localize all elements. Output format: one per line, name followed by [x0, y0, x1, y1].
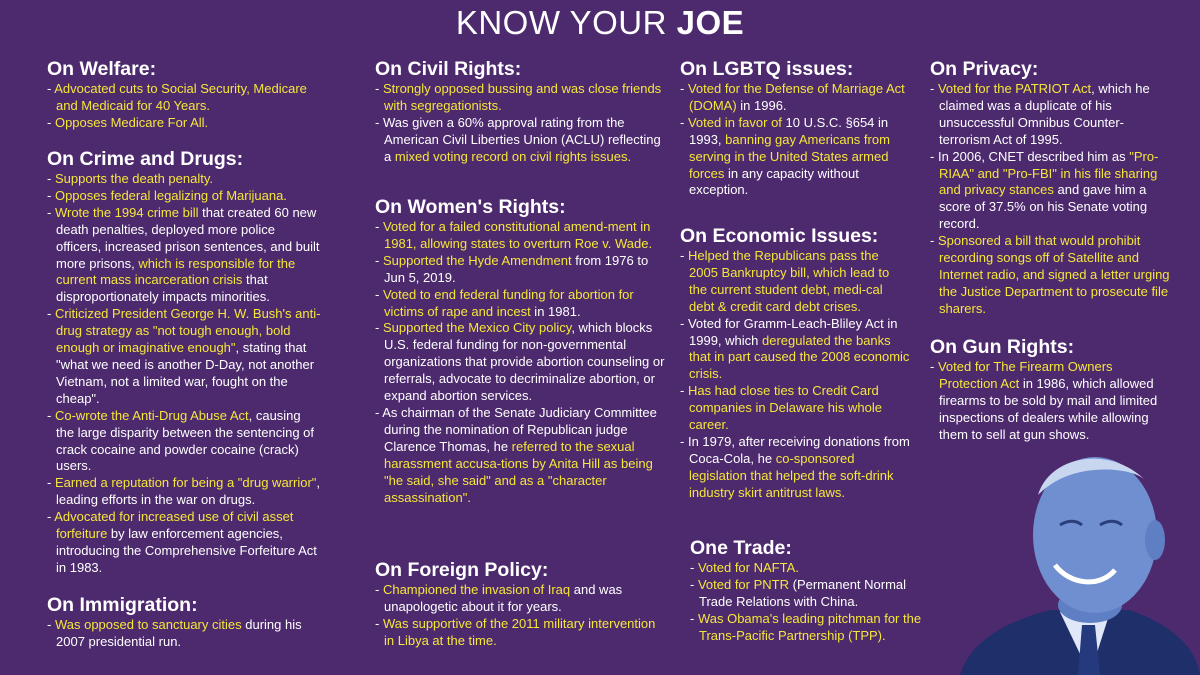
bullet-list: [375, 81, 665, 166]
bullet-list: [680, 81, 910, 199]
section-heading: On LGBTQ issues:: [680, 58, 854, 80]
bullet-item: [930, 81, 1170, 149]
page-title: [0, 4, 1200, 42]
ear-shape: [1145, 520, 1165, 560]
highlighted-text: Criticized President George H. W. Bush's anti-drug strategy as "not tough enough, bold enough or imaginative enough": [54, 306, 321, 356]
bullet-list: [375, 582, 665, 650]
body-text: that disproportionately impacts minorities.: [56, 272, 270, 305]
section-heading: On Immigration:: [47, 594, 198, 616]
highlighted-text: mixed voting record on civil rights issues.: [394, 148, 632, 164]
bullet-list: [680, 248, 910, 502]
highlighted-text: Opposes Medicare For All.: [54, 114, 209, 130]
bullet-list: [47, 617, 322, 651]
highlighted-text: which is responsible for the current mass incarceration crisis: [56, 255, 296, 288]
body-text: In 2006, CNET described him as: [937, 148, 1130, 164]
section-welfare: [47, 58, 322, 132]
highlighted-text: Was supportive of the 2011 military intervention in Libya at the time.: [382, 615, 656, 648]
bullet-item: [47, 171, 322, 188]
highlighted-text: Earned a reputation for being a "drug warrior": [54, 475, 317, 491]
body-text: in any capacity without exception.: [689, 165, 859, 198]
highlighted-text: Voted for PNTR: [697, 576, 789, 592]
section-heading: On Women's Rights:: [375, 196, 566, 218]
section-womens-rights: [375, 196, 665, 506]
bullet-list: [930, 359, 1170, 444]
section-heading: One Trade:: [690, 537, 792, 559]
highlighted-text: Has had close ties to Credit Card companies in Delaware his whole career.: [687, 383, 882, 433]
bullet-list: [47, 171, 322, 577]
bullet-item: [680, 115, 910, 200]
bullet-item: [680, 434, 910, 502]
bullet-item: [375, 320, 665, 405]
highlighted-text: Voted for NAFTA.: [697, 560, 799, 575]
section-heading: On Civil Rights:: [375, 58, 522, 80]
bullet-item: [47, 306, 322, 407]
body-text: Voted for Gramm-Leach-Bliley Act in 1999, which: [687, 315, 898, 348]
bullet-item: [680, 316, 910, 384]
section-heading: On Crime and Drugs:: [47, 148, 244, 170]
section-economic-issues: [680, 225, 910, 502]
section-crime-and-drugs: [47, 148, 322, 577]
bullet-item: [47, 408, 322, 476]
bullet-item: [47, 188, 322, 205]
section-heading: On Foreign Policy:: [375, 559, 549, 581]
highlighted-text: Voted for The Firearm Owners Protection Act: [937, 359, 1113, 391]
highlighted-text: Was Obama's leading pitchman for the Trans-Pacific Partnership (TPP).: [697, 610, 922, 643]
portrait-illustration: [950, 440, 1200, 675]
bullet-item: [375, 219, 665, 253]
highlighted-text: Opposes federal legalizing of Marijuana.: [54, 187, 287, 203]
body-text: in 1996.: [736, 97, 787, 113]
highlighted-text: Was opposed to sanctuary cities: [54, 617, 242, 632]
body-text: In 1979, after receiving donations from Coca-Cola, he: [687, 433, 910, 466]
bullet-item: [375, 582, 665, 616]
highlighted-text: Advocated for increased use of civil asset forfeiture: [54, 509, 294, 542]
bullet-item: [375, 405, 665, 506]
bullet-item: [680, 81, 910, 115]
highlighted-text: Voted in favor of: [687, 114, 782, 130]
body-text: As chairman of the Senate Judiciary Committee during the nomination of Republican judge Clarence Thomas, he: [382, 404, 657, 454]
body-text: 10 U.S.C. §654 in 1993,: [689, 114, 889, 147]
body-text: , leading efforts in the war on drugs.: [56, 475, 321, 508]
highlighted-text: Advocated cuts to Social Security, Medicare and Medicaid for 40 Years.: [54, 81, 307, 113]
highlighted-text: banning gay Americans from serving in the United States armed forces: [689, 131, 890, 181]
highlighted-text: Sponsored a bill that would prohibit recording songs off of Satellite and Internet radio, and signed a letter urging the Justice Department to prosecute file sharers.: [937, 233, 1170, 316]
bullet-item: [47, 617, 322, 651]
highlighted-text: Wrote the 1994 crime bill: [54, 204, 199, 220]
body-text: by law enforcement agencies, introducing the Comprehensive Forfeiture Act in 1983.: [56, 526, 317, 575]
bullet-item: [375, 253, 665, 287]
body-text: that created 60 new death penalties, deployed more police officers, increased prison sentences, and built more prisons,: [56, 204, 320, 271]
section-lgbtq: [680, 58, 910, 199]
bullet-list: [690, 560, 935, 645]
section-civil-rights: [375, 58, 665, 166]
bullet-item: [680, 248, 910, 316]
body-text: , causing the large disparity between the sentencing of crack cocaine and powder cocaine (crack) users.: [56, 407, 315, 474]
section-privacy: [930, 58, 1170, 318]
section-heading: On Welfare:: [47, 58, 157, 80]
section-trade: [690, 537, 935, 645]
bullet-item: [690, 577, 935, 611]
bullet-list: [930, 81, 1170, 318]
bullet-item: [47, 81, 322, 115]
bullet-item: [375, 115, 665, 166]
bullet-item: [930, 149, 1170, 234]
bullet-item: [930, 233, 1170, 318]
section-foreign-policy: [375, 559, 665, 650]
bullet-list: [47, 81, 322, 132]
highlighted-text: Championed the invasion of Iraq: [382, 582, 571, 597]
section-heading: On Privacy:: [930, 58, 1039, 80]
bullet-item: [690, 611, 935, 645]
highlighted-text: Co-wrote the Anti-Drug Abuse Act: [54, 407, 249, 423]
body-text: Was given a 60% approval rating from the American Civil Liberties Union (ACLU) reflecting a: [382, 114, 661, 164]
highlighted-text: "Pro-RIAA" and "Pro-FBI" in his file sharing and privacy stances: [939, 148, 1159, 198]
bullet-item: [930, 359, 1170, 444]
highlighted-text: referred to the sexual harassment accusa-tions by Anita Hill as being "he said, she said" and as a "character assassination".: [384, 438, 653, 505]
highlighted-text: Voted for the PATRIOT Act: [937, 81, 1092, 96]
body-text: from 1976 to Jun 5, 2019.: [384, 252, 649, 285]
body-text: (Permanent Normal Trade Relations with China.: [699, 576, 907, 609]
bullet-item: [47, 115, 322, 132]
section-immigration: [47, 594, 322, 651]
highlighted-text: deregulated the banks that in part caused the 2008 economic crisis.: [689, 332, 910, 382]
section-heading: On Economic Issues:: [680, 225, 879, 247]
body-text: and gave him a score of 37.5% on his Senate voting record.: [939, 182, 1148, 232]
bullet-item: [680, 383, 910, 434]
bullet-item: [47, 205, 322, 306]
body-text: and was unapologetic about it for years.: [384, 582, 623, 614]
body-text: , which blocks U.S. federal funding for non-governmental organizations that provide abortion counseling or referrals, advocate to decriminalize abortion, or expand abortion services.: [384, 320, 665, 404]
body-text: , stating that "what we need is another D-Day, not another Vietnam, not a limited war, fought on the cheap".: [56, 340, 315, 406]
bullet-item: [47, 509, 322, 577]
highlighted-text: Voted for a failed constitutional amend-ment in 1981, allowing states to overturn Roe v. Wade.: [382, 219, 653, 251]
body-text: , which he claimed was a duplicate of his unsuccessful Omnibus Counter-terrorism Act of 1995.: [939, 81, 1150, 147]
highlighted-text: Supported the Hyde Amendment: [382, 252, 572, 268]
highlighted-text: Strongly opposed bussing and was close friends with segregationists.: [382, 81, 662, 113]
bullet-item: [690, 560, 935, 577]
bullet-list: [375, 219, 665, 506]
section-gun-rights: [930, 336, 1170, 444]
title-part-2: JOE: [676, 4, 745, 41]
section-heading: On Gun Rights:: [930, 336, 1075, 358]
bullet-item: [47, 475, 322, 509]
highlighted-text: Voted for the Defense of Marriage Act (DOMA): [687, 81, 905, 113]
highlighted-text: Voted to end federal funding for abortion for victims of rape and incest: [382, 286, 634, 319]
highlighted-text: Helped the Republicans pass the 2005 Bankruptcy bill, which lead to the current student debt, medi-cal debt & credit card debt crises.: [687, 248, 890, 314]
highlighted-text: co-sponsored legislation that helped the soft-drink industry skirt antitrust laws.: [689, 450, 894, 500]
highlighted-text: Supported the Mexico City policy: [382, 320, 572, 336]
bullet-item: [375, 81, 665, 115]
title-part-1: KNOW YOUR: [455, 4, 677, 41]
body-text: during his 2007 presidential run.: [56, 617, 302, 649]
bullet-item: [375, 616, 665, 650]
bullet-item: [375, 287, 665, 321]
highlighted-text: Supports the death penalty.: [54, 171, 213, 186]
body-text: in 1986, which allowed firearms to be sold by mail and limited inspections of dealers while allowing them to sell at gun shows.: [939, 375, 1158, 442]
body-text: in 1981.: [530, 303, 581, 319]
